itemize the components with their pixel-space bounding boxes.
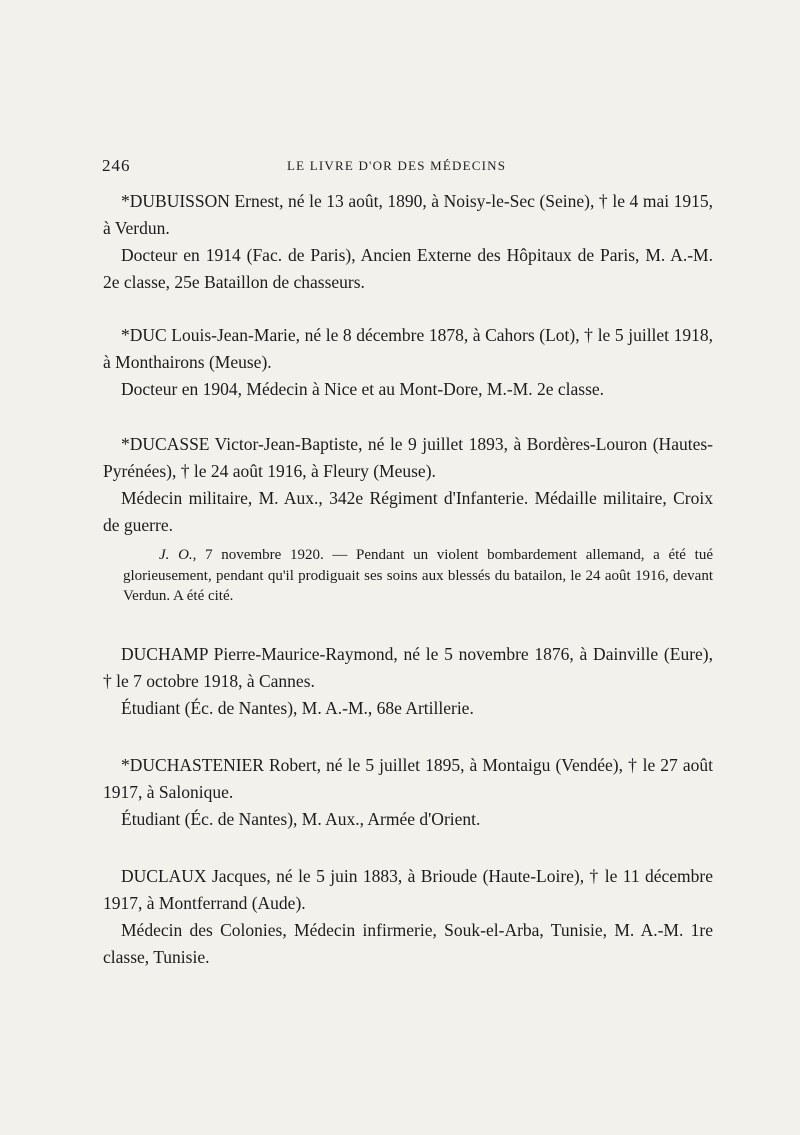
entry-detail: Médecin militaire, M. Aux., 342e Régiment d'Infanterie. Médaille militaire, Croix de guerre. xyxy=(103,488,713,535)
running-head: LE LIVRE D'OR DES MÉDECINS xyxy=(287,158,507,173)
entry-detail: Docteur en 1914 (Fac. de Paris), Ancien Externe des Hôpitaux de Paris, M. A.-M. 2e classe, 25e Bataillon de chasseurs. xyxy=(103,245,713,292)
entry-detail: Médecin des Colonies, Médecin infirmerie, Souk-el-Arba, Tunisie, M. A.-M. 1re classe, Tunisie. xyxy=(103,919,713,967)
entry xyxy=(103,188,713,296)
entry xyxy=(103,752,713,833)
entry xyxy=(103,641,713,722)
entry-name-line: *DUCASSE Victor-Jean-Baptiste, né le 9 juillet 1893, à Bordères-Louron (Hautes-Pyrénées), † le 24 août 1916, à Fleury (Meuse). xyxy=(103,434,713,481)
entry-name-line: DUCHAMP Pierre-Maurice-Raymond, né le 5 novembre 1876, à Dainville (Eure), † le 7 octobre 1918, à Cannes. xyxy=(103,643,713,691)
entry-name-line: *DUC Louis-Jean-Marie, né le 8 décembre 1878, à Cahors (Lot), † le 5 juillet 1918, à Monthairons (Meuse). xyxy=(103,325,713,372)
entry-detail: Docteur en 1904, Médecin à Nice et au Mont-Dore, M.-M. 2e classe. xyxy=(121,379,605,399)
entry-name-line: *DUCHASTENIER Robert, né le 5 juillet 1895, à Montaigu (Vendée), † le 27 août 1917, à Salonique. xyxy=(103,754,713,802)
entry-name-line: DUCLAUX Jacques, né le 5 juin 1883, à Brioude (Haute-Loire), † le 11 décembre 1917, à Montferrand (Aude). xyxy=(103,865,713,913)
entry xyxy=(103,431,713,607)
entry xyxy=(103,322,713,403)
entry-detail: Étudiant (Éc. de Nantes), M. A.-M., 68e Artillerie. xyxy=(121,697,474,718)
entry xyxy=(103,863,713,971)
citation xyxy=(123,545,713,607)
entry-detail: Étudiant (Éc. de Nantes), M. Aux., Armée d'Orient. xyxy=(121,808,481,829)
entry-name-line: *DUBUISSON Ernest, né le 13 août, 1890, à Noisy-le-Sec (Seine), † le 4 mai 1915, à Verdun. xyxy=(103,191,713,238)
page-header xyxy=(102,156,712,176)
page-number: 246 xyxy=(102,156,131,175)
entries-list xyxy=(103,188,713,993)
citation-source: J. O. xyxy=(159,547,193,563)
citation-text: , 7 novembre 1920. — Pendant un violent bombardement allemand, a été tué glorieusement, pendant qu'il prodiguait ses soins aux blessés du batailon, le 24 août 1916, devant Verdun. A été cité. xyxy=(123,547,713,604)
